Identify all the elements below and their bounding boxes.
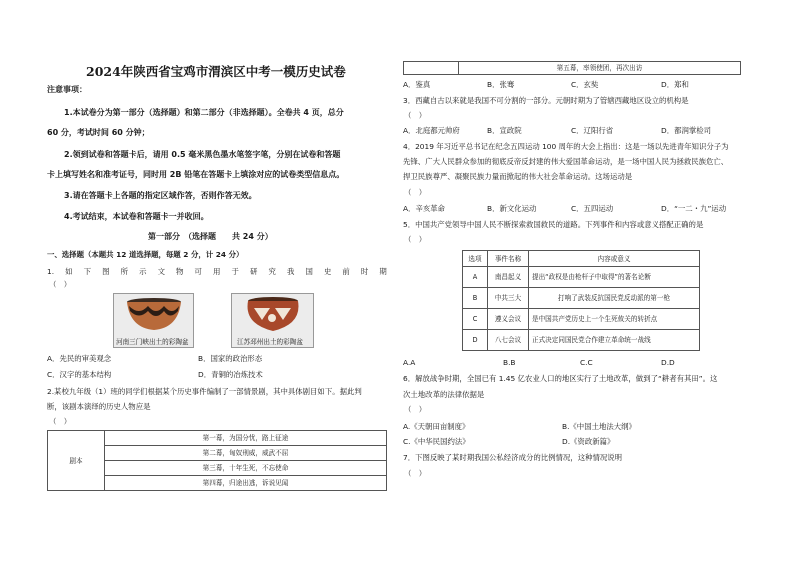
part1-heading: 第一部分 （选择题 共 24 分） <box>148 232 273 241</box>
note-1a: 1.本试卷分为第一部分（选择题）和第二部分（非选择题）。全卷共 4 页，总分 <box>64 108 344 117</box>
section-heading: 一、选择题（本题共 12 道选择题，每题 2 分，计 24 分） <box>47 250 244 259</box>
q1-option-a: A．先民的审美观念 <box>47 354 112 363</box>
q3-option-a: A．北庭都元帅府 <box>403 126 460 135</box>
q5-cell: D <box>463 330 488 351</box>
q5-cell: 打响了武装反抗国民党反动派的第一枪 <box>529 288 700 309</box>
q5-cell: 遵义会议 <box>488 309 529 330</box>
q2-option-c: C．玄奘 <box>571 80 599 89</box>
q1-stem-char: 期 <box>379 267 387 276</box>
q1-stem-char: 示 <box>139 267 147 276</box>
q1-stem-char: 所 <box>120 267 128 276</box>
q5-cell: 八七会议 <box>488 330 529 351</box>
q1-stem-char: 史 <box>323 267 332 276</box>
q5-option-c: C.C <box>580 358 593 367</box>
q4-paren: （ ） <box>404 188 427 197</box>
q2-act: 第五幕，率领使团，再次出访 <box>459 62 741 75</box>
q3-option-b: B．宣政院 <box>487 126 522 135</box>
q1-stem-char: 可 <box>194 267 202 276</box>
note-2a: 2.领到试卷和答题卡后，请用 0.5 毫米黑色墨水笔签字笔，分别在试卷和答题 <box>64 150 341 159</box>
q6-paren: （ ） <box>404 405 427 414</box>
q4-stem-1: 4．2019 年习近平总书记在纪念五四运动 100 周年的大会上指出：这是一场以先进青年知识分子为 <box>403 142 729 151</box>
q1-stem-char: 前 <box>342 267 350 276</box>
painted-pot-icon <box>232 294 313 334</box>
q5-paren: （ ） <box>404 235 427 244</box>
q2-option-b: B．张骞 <box>487 80 515 89</box>
q1-caption-2: 江苏邳州出土的彩陶盆 <box>237 338 303 346</box>
q1-stem-char: 于 <box>231 267 239 276</box>
q7-stem: 7．下图反映了某时期我国公私经济成分的比例情况，这种情况说明 <box>403 453 623 462</box>
q6-option-d: D.《资政新篇》 <box>562 437 615 446</box>
q6-option-c: C.《中华民国约法》 <box>403 437 470 446</box>
q1-stem <box>47 266 387 278</box>
q2-act: 第四幕，归途出逃，诉说见闻 <box>105 476 387 491</box>
q1-stem-char: 国 <box>305 267 313 276</box>
q2-label-cell <box>404 62 459 75</box>
q1-stem-char: 时 <box>360 267 369 276</box>
q1-paren: （ ） <box>49 280 72 289</box>
q2-script-table-continued <box>403 61 741 75</box>
q2-stem-1: 2.某校九年级（1）班的同学们根据某个历史事件编制了一部情景剧，其中具体剧目如下。据此判 <box>47 387 362 396</box>
q5-cell: C <box>463 309 488 330</box>
q5-option-b: B.B <box>503 358 516 367</box>
q5-cell: 南昌起义 <box>488 267 529 288</box>
q5-cell: 是中国共产党历史上一个生死攸关的转折点 <box>529 309 700 330</box>
q4-stem-2: 先锋、广大人民群众参加的彻底反帝反封建的伟大爱国革命运动，是一场中国人民为拯救民族危亡、 <box>403 157 729 166</box>
q1-stem-char: 究 <box>268 267 276 276</box>
q1-stem-char: 文 <box>157 267 165 276</box>
q4-stem-3: 捍卫民族尊严、凝聚民族力量而掀起的伟大社会革命运动。这场运动是 <box>403 172 633 181</box>
q7-paren: （ ） <box>404 469 427 478</box>
note-1b: 60 分，考试时间 60 分钟； <box>47 128 150 137</box>
q5-option-d: D.D <box>661 358 675 367</box>
q5-stem: 5．中国共产党领导中国人民不断探索救国救民的道路。下列事件和内容或意义搭配正确的是 <box>403 220 704 229</box>
q5-cell: 提出“政权是由枪杆子中取得”的著名论断 <box>529 267 700 288</box>
note-3: 3.请在答题卡上各题的指定区域作答，否则作答无效。 <box>64 191 257 200</box>
note-2b: 卡上填写姓名和准考证号，同时用 2B 铅笔在答题卡上填涂对应的试卷类型信息点。 <box>47 170 345 179</box>
q2-paren: （ ） <box>49 417 72 426</box>
q5-header: 选项 <box>463 251 488 267</box>
q2-act: 第一幕，为国分忧，路上征途 <box>105 431 387 446</box>
note-4: 4.考试结束，本试卷和答题卡一并收回。 <box>64 212 209 221</box>
q2-script-table <box>47 430 387 491</box>
q2-stem-2: 断，该剧本演绎的历史人物应是 <box>47 402 151 411</box>
q3-paren: （ ） <box>404 111 427 120</box>
q1-stem-char: 我 <box>286 267 295 276</box>
q5-cell: 正式决定同国民党合作建立革命统一战线 <box>529 330 700 351</box>
q2-option-a: A．鉴真 <box>403 80 431 89</box>
q1-stem-char: 物 <box>176 267 184 276</box>
q2-script-label: 剧本 <box>48 431 105 491</box>
q4-option-d: D．“一二・九”运动 <box>661 204 727 213</box>
q3-option-c: C．辽阳行省 <box>571 126 614 135</box>
q1-stem-char: 研 <box>249 267 258 276</box>
q2-act: 第三幕，十年生死，不忘使命 <box>105 461 387 476</box>
notes-heading: 注意事项： <box>47 85 87 94</box>
q4-option-a: A．辛亥革命 <box>403 204 446 213</box>
painted-pot-icon <box>114 294 193 334</box>
q1-option-c: C．汉字的基本结构 <box>47 370 112 379</box>
q6-option-b: B.《中国土地法大纲》 <box>562 422 636 431</box>
q1-stem-char: 1. <box>47 267 55 276</box>
q6-option-a: A.《天朝田亩制度》 <box>403 422 470 431</box>
page-title: 2024年陕西省宝鸡市渭滨区中考一模历史试卷 <box>86 64 346 79</box>
q5-cell: 中共三大 <box>488 288 529 309</box>
q3-option-d: D．都润掌检司 <box>661 126 712 135</box>
q4-option-c: C．五四运动 <box>571 204 614 213</box>
q1-image-2 <box>231 293 314 348</box>
q2-act: 第二幕，匈奴刑威，威武不屈 <box>105 446 387 461</box>
q5-cell: B <box>463 288 488 309</box>
q4-option-b: B．新文化运动 <box>487 204 537 213</box>
q5-cell: A <box>463 267 488 288</box>
q5-header: 内容或意义 <box>529 251 700 267</box>
q1-stem-char: 图 <box>102 267 110 276</box>
q1-image-1 <box>113 293 194 348</box>
q1-option-b: B．国家的政治形态 <box>198 354 263 363</box>
q1-stem-char: 如 <box>65 267 73 276</box>
q5-option-a: A.A <box>403 358 416 367</box>
q6-stem-1: 6．解放战争时期，全国已有 1.45 亿农业人口的地区实行了土地改革，做到了“耕者有其田”。这 <box>403 374 718 383</box>
q1-stem-char: 用 <box>213 267 221 276</box>
q6-stem-2: 次土地改革的法律依据是 <box>403 390 485 399</box>
q3-stem: 3．西藏自古以来就是我国不可分割的一部分。元朝时期为了管辖西藏地区设立的机构是 <box>403 96 689 105</box>
q5-options-table <box>462 250 700 351</box>
q1-stem-char: 下 <box>83 267 92 276</box>
q2-option-d: D．郑和 <box>661 80 689 89</box>
q5-header: 事件名称 <box>488 251 529 267</box>
q1-option-d: D．青铜的冶炼技术 <box>198 370 263 379</box>
q1-caption-1: 河南三门峡出土的彩陶盆 <box>116 338 189 346</box>
